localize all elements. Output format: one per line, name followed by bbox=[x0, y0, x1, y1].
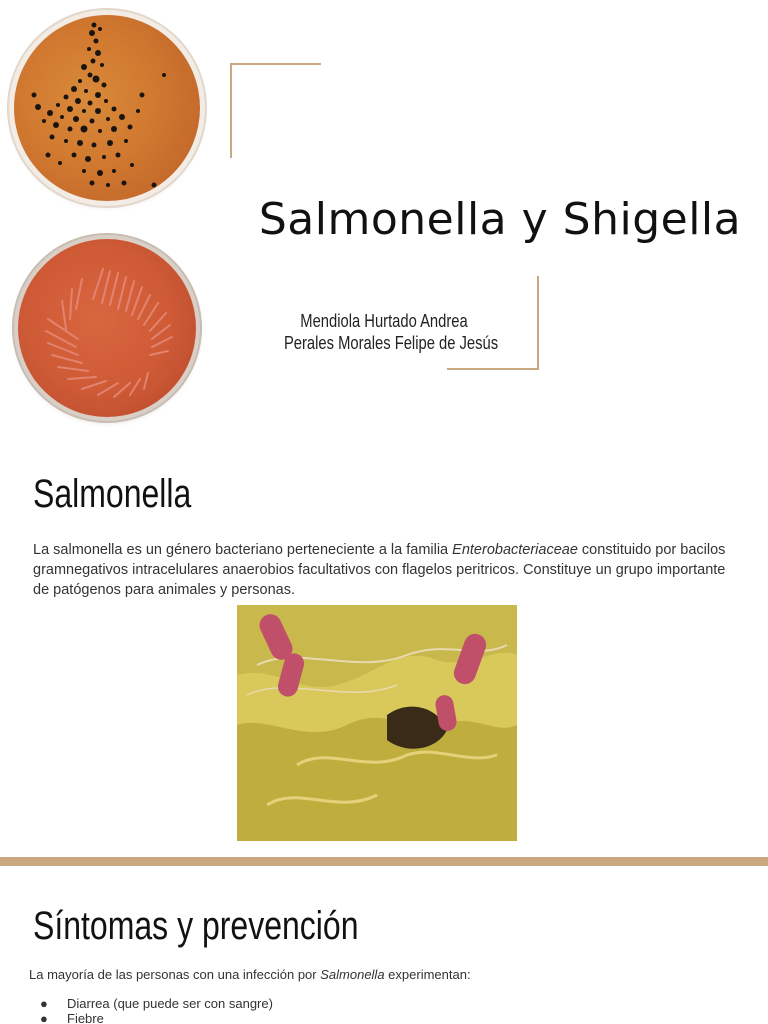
paragraph-text: La salmonella es un género bacteriano perteneciente a la familia bbox=[33, 542, 453, 558]
section-heading: Salmonella bbox=[33, 472, 192, 516]
presentation-title: Salmonella y Shigella bbox=[258, 194, 742, 246]
intro-text: La mayoría de las personas con una infección por bbox=[29, 967, 321, 982]
symptoms-list bbox=[40, 996, 273, 1024]
bullet-icon: ● bbox=[40, 996, 48, 1011]
section-heading: Síntomas y prevención bbox=[33, 904, 359, 948]
paragraph-text: constituido por bacilos gramnegativos intracelulares anaerobios facultativos con flagelos peritricos. Constituye un grupo importante de patógenos para animales y personas. bbox=[33, 542, 726, 598]
symptoms-slide bbox=[0, 866, 768, 1024]
authors-block bbox=[262, 310, 506, 354]
petri-dish-red-agar-image bbox=[18, 239, 196, 417]
corner-line-top-vertical bbox=[230, 63, 232, 158]
salmonella-slide bbox=[0, 440, 768, 857]
author-name: Mendiola Hurtado Andrea bbox=[300, 311, 468, 331]
corner-line-top-horizontal bbox=[230, 63, 321, 65]
petri-dish-black-colonies-image bbox=[14, 15, 200, 201]
bullet-icon: ● bbox=[40, 1011, 48, 1024]
intro-text: experimentan: bbox=[384, 967, 471, 982]
list-item-text: Fiebre bbox=[67, 1011, 104, 1024]
organism-name: Salmonella bbox=[320, 967, 385, 982]
corner-line-bottom-vertical bbox=[537, 276, 539, 370]
list-item bbox=[40, 996, 273, 1011]
title-slide bbox=[0, 0, 768, 440]
salmonella-micrograph-image bbox=[237, 605, 517, 841]
list-item-text: Diarrea (que puede ser con sangre) bbox=[67, 996, 273, 1011]
salmonella-description bbox=[33, 540, 745, 600]
family-name: Enterobacteriaceae bbox=[452, 542, 578, 558]
symptoms-intro bbox=[29, 967, 471, 982]
corner-line-bottom-horizontal bbox=[447, 368, 539, 370]
list-item bbox=[40, 1011, 273, 1024]
author-name: Perales Morales Felipe de Jesús bbox=[283, 333, 499, 353]
slide-divider bbox=[0, 857, 768, 866]
